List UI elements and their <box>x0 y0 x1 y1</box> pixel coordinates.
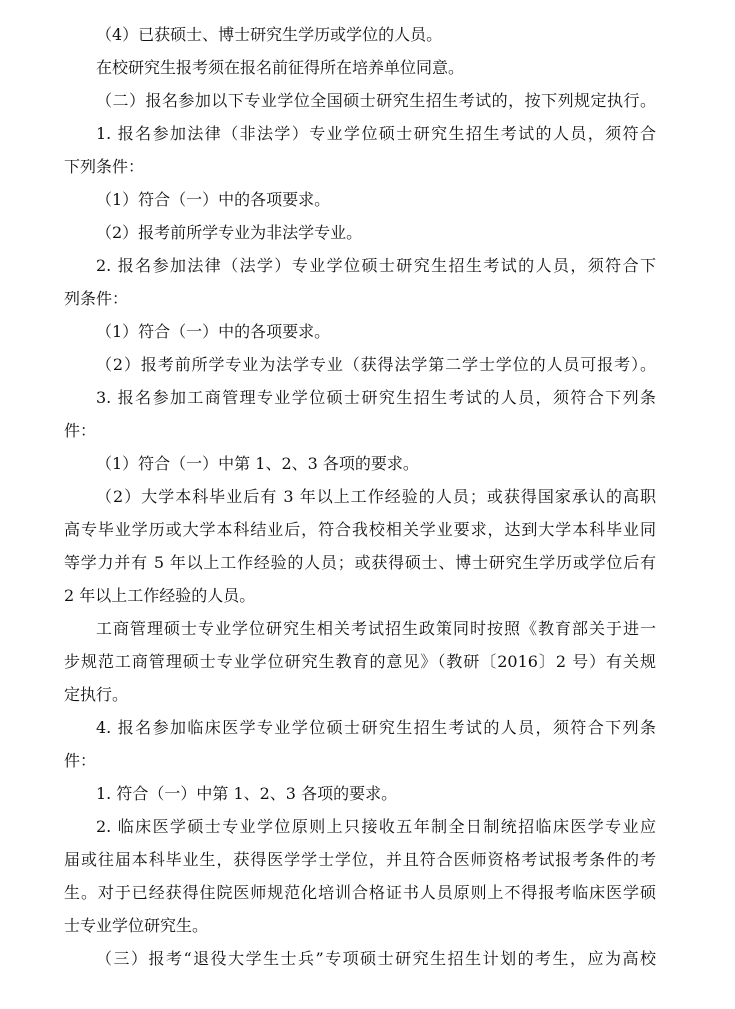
text-line: 生。对于已经获得住院医师规范化培训合格证书人员原则上不得报考临床医学硕 <box>64 883 656 902</box>
text-line: 在校研究生报考须在报名前征得所在培养单位同意。 <box>96 58 465 77</box>
text-line: 2 年以上工作经验的人员。 <box>64 586 256 605</box>
text-line: （1）符合（一）中第 1、2、3 各项的要求。 <box>96 454 419 473</box>
text-line: 件： <box>64 751 97 770</box>
text-line: 3. 报名参加工商管理专业学位硕士研究生招生考试的人员，须符合下列条 <box>96 388 656 407</box>
text-line: 工商管理硕士专业学位研究生相关考试招生政策同时按照《教育部关于进一 <box>96 619 656 638</box>
text-line: 2. 临床医学硕士专业学位原则上只接收五年制全日制统招临床医学专业应 <box>96 817 656 836</box>
text-line: 届或往届本科毕业生，获得医学学士学位，并且符合医师资格考试报考条件的考 <box>64 850 656 869</box>
text-line: 4. 报名参加临床医学专业学位硕士研究生招生考试的人员，须符合下列条 <box>96 718 656 737</box>
text-line: （2）大学本科毕业后有 3 年以上工作经验的人员；或获得国家承认的高职 <box>96 487 656 506</box>
text-line: （2）报考前所学专业为法学专业（获得法学第二学士学位的人员可报考）。 <box>96 355 656 374</box>
text-line: （三）报考“退役大学生士兵”专项硕士研究生招生计划的考生，应为高校 <box>96 949 656 968</box>
text-line: 1. 报名参加法律（非法学）专业学位硕士研究生招生考试的人员，须符合 <box>96 124 656 143</box>
text-line: 1. 符合（一）中第 1、2、3 各项的要求。 <box>96 784 398 803</box>
text-line: （1）符合（一）中的各项要求。 <box>96 322 331 341</box>
text-line: （二）报名参加以下专业学位全国硕士研究生招生考试的，按下列规定执行。 <box>96 91 656 110</box>
text-line: 2. 报名参加法律（法学）专业学位硕士研究生招生考试的人员，须符合下 <box>96 256 656 275</box>
text-line: 下列条件： <box>64 157 145 176</box>
text-line: 列条件： <box>64 289 129 308</box>
text-line: 等学力并有 5 年以上工作经验的人员；或获得硕士、博士研究生学历或学位后有 <box>64 553 656 572</box>
text-line: （1）符合（一）中的各项要求。 <box>96 190 331 209</box>
text-line: 步规范工商管理硕士专业学位研究生教育的意见》（教研〔2016〕2 号）有关规 <box>64 652 656 671</box>
text-line: （4）已获硕士、博士研究生学历或学位的人员。 <box>96 25 443 44</box>
text-line: （2）报考前所学专业为非法学专业。 <box>96 223 363 242</box>
text-line: 定执行。 <box>64 685 129 704</box>
text-line: 士专业学位研究生。 <box>64 916 209 935</box>
text-line: 高专毕业学历或大学本科结业后，符合我校相关学业要求，达到大学本科毕业同 <box>64 520 656 539</box>
text-line: 件： <box>64 421 97 440</box>
